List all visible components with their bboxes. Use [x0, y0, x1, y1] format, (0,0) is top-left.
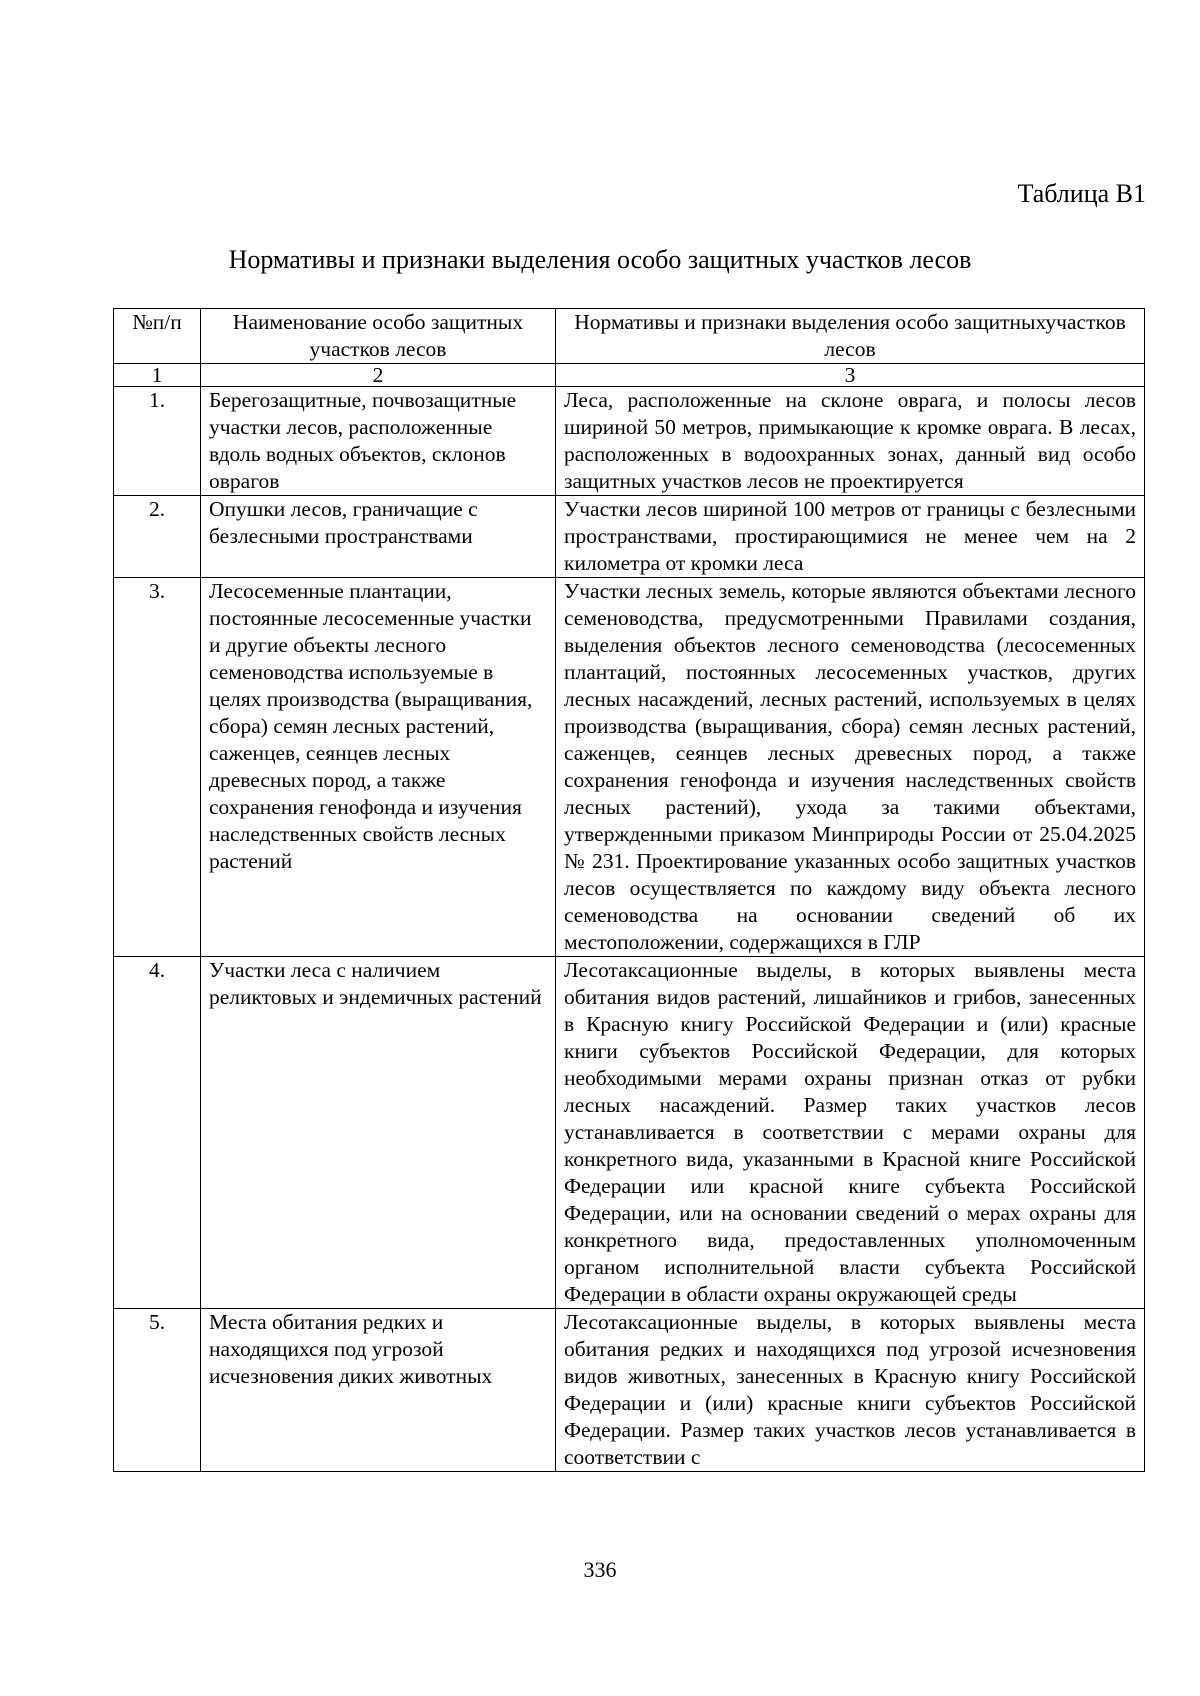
row-number: 5. [114, 1309, 201, 1472]
table-row [114, 496, 1145, 578]
row-number: 1. [114, 387, 201, 496]
table-label: Таблица В1 [1017, 179, 1146, 208]
row-name: Берегозащитные, почвозащитные участки лесов, расположенные вдоль водных объектов, склонов оврагов [201, 387, 556, 496]
header-name: Наименование особо защитных участков лесов [201, 309, 556, 364]
norms-table [113, 308, 1145, 1472]
row-number: 3. [114, 578, 201, 957]
table-row [114, 578, 1145, 957]
row-name: Участки леса с наличием реликтовых и эндемичных растений [201, 957, 556, 1309]
row-norm: Лесотаксационные выделы, в которых выявлены места обитания видов растений, лишайников и грибов, занесенных в Красную книгу Российской Федерации и (или) красные книги субъектов Российской Федерации, для которых необходимыми мерами охраны признан отказ от рубки лесных насаждений. Размер таких участков лесов устанавливается в соответствии с мерами охраны для конкретного вида, указанными в Красной книге Российской Федерации или красной книге субъекта Российской Федерации, или на основании сведений о мерах охраны для конкретного вида, предоставленных уполномоченным органом исполнительной власти субъекта Российской Федерации в области охраны окружающей среды [556, 957, 1145, 1309]
row-norm: Участки лесов шириной 100 метров от границы с безлесными пространствами, простирающимися не менее чем на 2 километра от кромки леса [556, 496, 1145, 578]
row-norm: Леса, расположенные на склоне оврага, и полосы лесов шириной 50 метров, примыкающие к кромке оврага. В лесах, расположенных в водоохранных зонах, данный вид особо защитных участков лесов не проектируется [556, 387, 1145, 496]
row-norm: Лесотаксационные выделы, в которых выявлены места обитания редких и находящихся под угрозой исчезновения видов животных, занесенных в Красную книгу Российской Федерации и (или) красные книги субъектов Российской Федерации. Размер таких участков лесов устанавливается в соответствии с [556, 1309, 1145, 1472]
table-header-row [114, 309, 1145, 364]
row-name: Лесосеменные плантации, постоянные лесосеменные участки и другие объекты лесного семеноводства используемые в целях производства (выращивания, сбора) семян лесных растений, саженцев, сеянцев лесных древесных пород, а также сохранения генофонда и изучения наследственных свойств лесных растений [201, 578, 556, 957]
column-number-1: 1 [114, 364, 201, 387]
row-number: 2. [114, 496, 201, 578]
row-norm: Участки лесных земель, которые являются объектами лесного семеноводства, предусмотренными Правилами создания, выделения объектов лесного семеноводства (лесосеменных плантаций, постоянных лесосеменных участков, других лесных насаждений, лесных растений, используемых в целях производства (выращивания, сбора) семян лесных растений, саженцев, сеянцев лесных древесных пород, а также сохранения генофонда и изучения наследственных свойств лесных растений), ухода за такими объектами, утвержденными приказом Минприроды России от 25.04.2025 № 231. Проектирование указанных особо защитных участков лесов осуществляется по каждому виду объекта лесного семеноводства на основании сведений об их местоположении, содержащихся в ГЛР [556, 578, 1145, 957]
column-numbers-row [114, 364, 1145, 387]
table-row [114, 957, 1145, 1309]
row-number: 4. [114, 957, 201, 1309]
page-number: 336 [583, 1557, 617, 1582]
header-number: №п/п [114, 309, 201, 364]
row-name: Опушки лесов, граничащие с безлесными пространствами [201, 496, 556, 578]
table-row [114, 387, 1145, 496]
row-name: Места обитания редких и находящихся под угрозой исчезновения диких животных [201, 1309, 556, 1472]
column-number-3: 3 [556, 364, 1145, 387]
document-title: Нормативы и признаки выделения особо защитных участков лесов [228, 245, 972, 274]
table-row [114, 1309, 1145, 1472]
column-number-2: 2 [201, 364, 556, 387]
header-norms: Нормативы и признаки выделения особо защитныхучастков лесов [556, 309, 1145, 364]
